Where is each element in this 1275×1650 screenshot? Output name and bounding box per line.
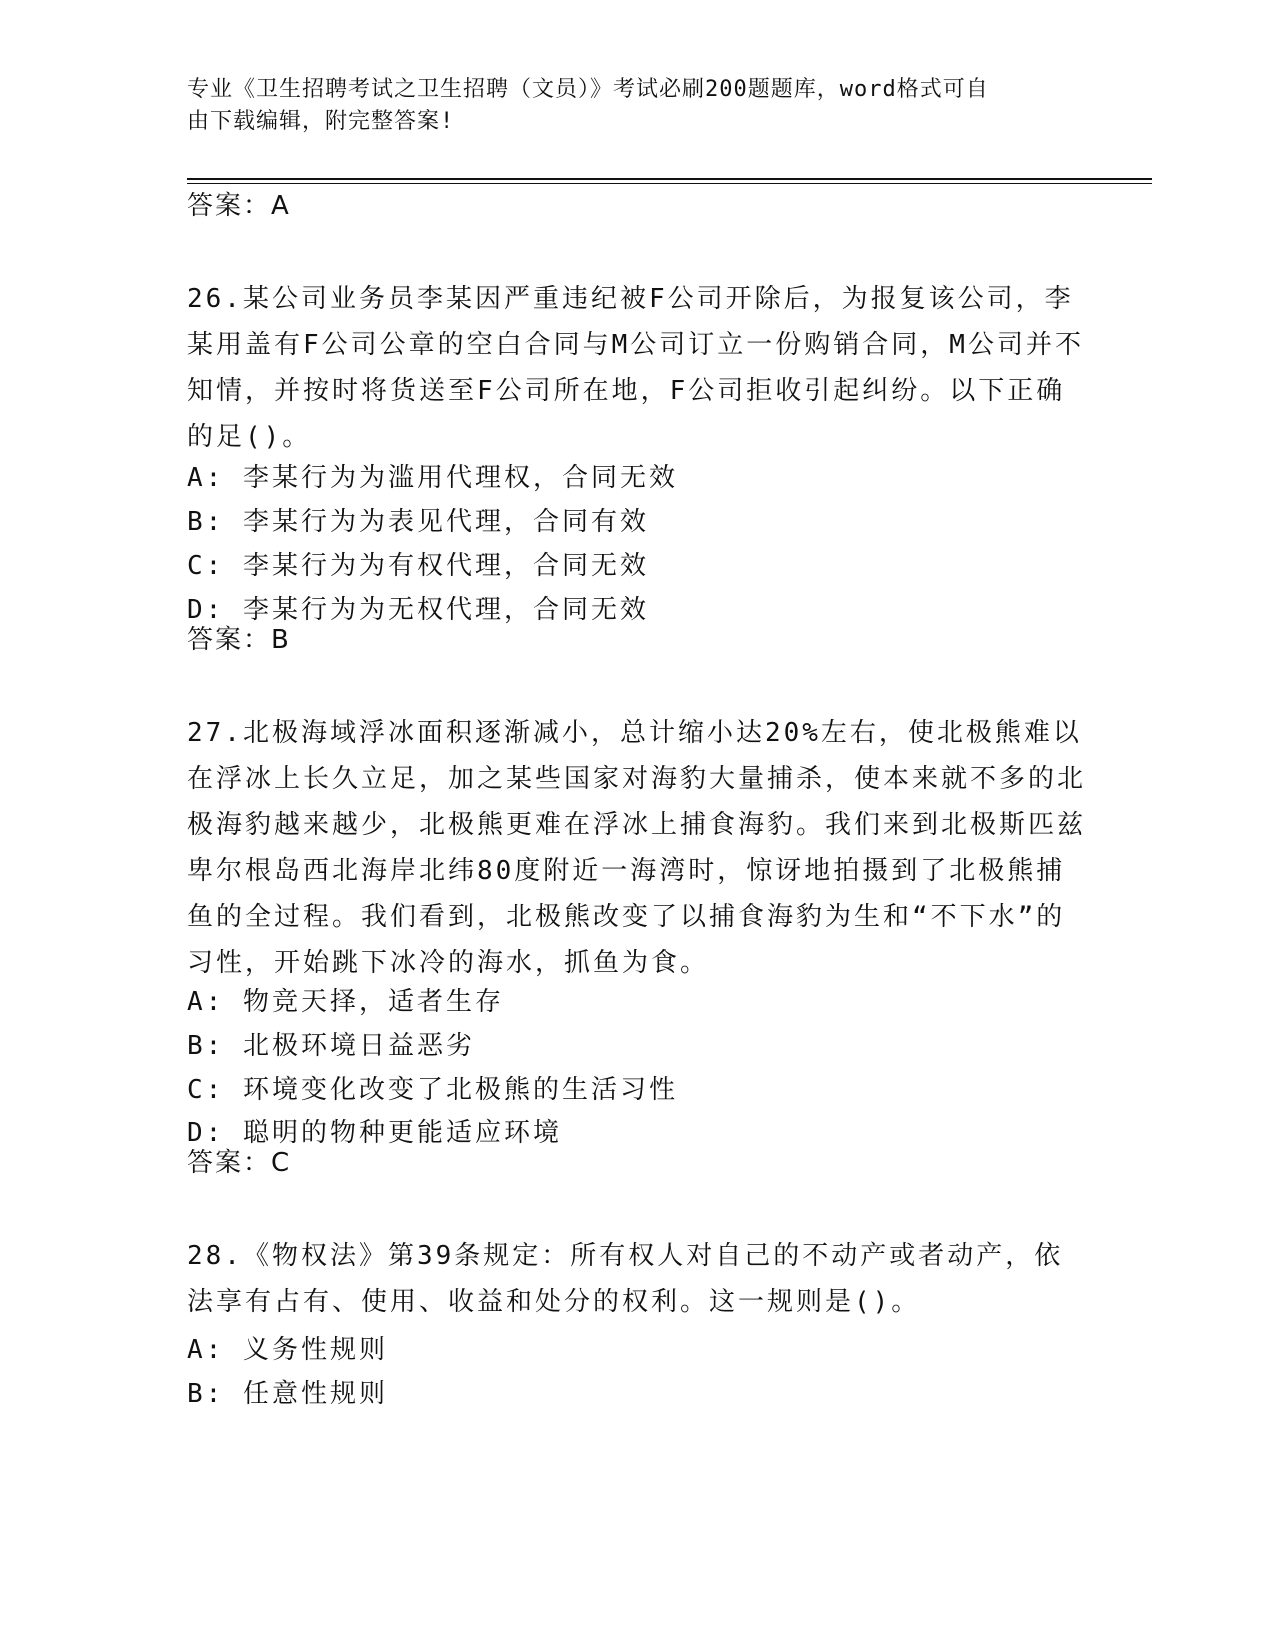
question-26-option-b: B: 李某行为为表见代理，合同有效 [187, 507, 649, 537]
question-26-text: 26.某公司业务员李某因严重违纪被F公司开除后，为报复该公司，李某用盖有F公司公章的空白合同与M公司订立一份购销合同，M公司并不知情，并按时将货送至F公司所在地，F公司拒收引起纠纷。以下正确的足()。 [187, 284, 1084, 452]
question-28-text: 28.《物权法》第39条规定：所有权人对自己的不动产或者动产，依法享有占有、使用、收益和处分的权利。这一规则是()。 [187, 1241, 1064, 1317]
question-26-option-a: A: 李某行为为滥用代理权，合同无效 [187, 463, 678, 493]
header-line-2: 由下载编辑，附完整答案! [187, 109, 455, 134]
question-27-option-c: C: 环境变化改变了北极熊的生活习性 [187, 1075, 678, 1105]
header-rule-thick [187, 178, 1152, 180]
page-header [187, 74, 1067, 138]
question-28-option-a: A: 义务性规则 [187, 1335, 388, 1365]
header-line-1: 专业《卫生招聘考试之卫生招聘（文员）》考试必刷200题题库，word格式可自 [187, 77, 989, 102]
question-26-option-c: C: 李某行为为有权代理，合同无效 [187, 551, 649, 581]
question-26-option-d: D: 李某行为为无权代理，合同无效 [187, 595, 649, 625]
header-rule-thin [187, 183, 1152, 184]
question-28-option-b: B: 任意性规则 [187, 1379, 388, 1409]
question-27-option-d: D: 聪明的物种更能适应环境 [187, 1118, 562, 1148]
question-27-option-a: A: 物竞天择，适者生存 [187, 987, 504, 1017]
question-27-answer: 答案：C [187, 1148, 292, 1178]
question-27-option-b: B: 北极环境日益恶劣 [187, 1031, 475, 1061]
question-26-answer: 答案：B [187, 625, 291, 655]
previous-answer: 答案：A [187, 191, 291, 221]
question-27-text: 27.北极海域浮冰面积逐渐减小，总计缩小达20%左右，使北极熊难以在浮冰上长久立足，加之某些国家对海豹大量捕杀，使本来就不多的北极海豹越来越少，北极熊更难在浮冰上捕食海豹。我们来到北极斯匹兹卑尔根岛西北海岸北纬80度附近一海湾时，惊讶地拍摄到了北极熊捕鱼的全过程。我们看到，北极熊改变了以捕食海豹为生和“不下水”的习性，开始跳下冰冷的海水，抓鱼为食。 [187, 718, 1087, 978]
